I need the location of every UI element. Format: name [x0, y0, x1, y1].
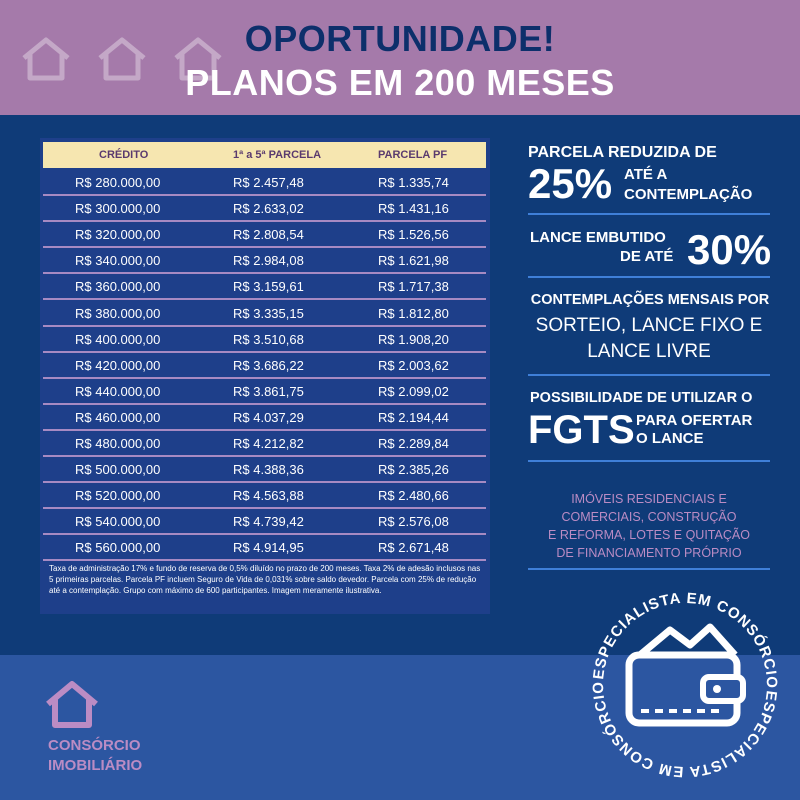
- divider: [528, 460, 770, 462]
- table-row: [43, 247, 486, 274]
- cell-parcela-pf: R$ 2.099,02: [378, 383, 449, 399]
- emblem-text-2: ESPECIALISTA EM CONSÓRCIO: [589, 680, 780, 781]
- house-icon: [44, 680, 100, 730]
- divider: [528, 276, 770, 278]
- cell-parcela-inicial: R$ 3.861,75: [233, 383, 304, 399]
- divider: [528, 374, 770, 376]
- benefit-reduced-line2: ATÉ A: [624, 166, 668, 183]
- cell-credito: R$ 440.000,00: [75, 383, 161, 399]
- benefit-fgts-title: POSSIBILIDADE DE UTILIZAR O: [530, 390, 753, 406]
- svg-text:ESPECIALISTA EM CONSÓRCIO: [590, 681, 780, 780]
- table-row: [43, 404, 486, 431]
- table-row: [43, 456, 486, 483]
- table-row: [43, 273, 486, 300]
- table-row: [43, 300, 486, 327]
- cell-parcela-pf: R$ 2.003,62: [378, 357, 449, 373]
- cell-parcela-inicial: R$ 2.984,08: [233, 253, 304, 269]
- cell-parcela-inicial: R$ 2.633,02: [233, 201, 304, 217]
- cell-parcela-inicial: R$ 4.914,95: [233, 540, 304, 556]
- benefit-reduced-percent: 25%: [528, 160, 613, 207]
- brand-line1: CONSÓRCIO: [48, 737, 141, 754]
- cell-credito: R$ 400.000,00: [75, 331, 161, 347]
- header-banner: [0, 0, 800, 115]
- cell-parcela-inicial: R$ 4.388,36: [233, 462, 304, 478]
- cell-credito: R$ 280.000,00: [75, 175, 161, 190]
- cell-parcela-inicial: R$ 3.510,68: [233, 331, 304, 347]
- page-title: OPORTUNIDADE!: [244, 18, 556, 59]
- divider: [528, 213, 770, 215]
- table-header: [43, 142, 486, 168]
- benefit-lance-percent: 30%: [687, 226, 772, 273]
- cell-parcela-pf: R$ 2.480,66: [378, 488, 449, 504]
- table-row: [43, 508, 486, 535]
- cell-credito: R$ 560.000,00: [75, 540, 161, 556]
- benefit-imoveis-line1: IMÓVEIS RESIDENCIAIS E: [571, 492, 727, 506]
- specialist-emblem: [585, 585, 785, 785]
- cell-parcela-pf: R$ 2.385,26: [378, 462, 449, 478]
- benefit-reduced-line3: CONTEMPLAÇÃO: [624, 186, 753, 203]
- brand-line2: IMOBILIÁRIO: [48, 757, 143, 774]
- cell-credito: R$ 340.000,00: [75, 253, 161, 269]
- benefit-imoveis: [528, 490, 770, 562]
- benefit-fgts-big: FGTS: [528, 408, 635, 452]
- benefit-contemplacoes-title: CONTEMPLAÇÕES MENSAIS POR: [530, 292, 770, 308]
- cell-parcela-inicial: R$ 4.563,88: [233, 488, 304, 504]
- cell-parcela-inicial: R$ 2.457,48: [233, 175, 304, 190]
- divider: [528, 568, 770, 570]
- benefit-fgts-line3: O LANCE: [636, 430, 704, 447]
- column-header-parcela-inicial: 1ª a 5ª PARCELA: [233, 149, 322, 161]
- cell-parcela-pf: R$ 1.335,74: [378, 175, 449, 190]
- cell-parcela-pf: R$ 1.717,38: [378, 279, 449, 295]
- table-row: [43, 482, 486, 509]
- cell-parcela-pf: R$ 2.671,48: [378, 540, 449, 556]
- emblem-text: ESPECIALISTA EM CONSÓRCIO: [590, 589, 781, 690]
- cell-credito: R$ 540.000,00: [75, 514, 161, 530]
- cell-parcela-pf: R$ 1.908,20: [378, 331, 449, 347]
- benefit-fgts-line2: PARA OFERTAR: [636, 412, 753, 429]
- benefit-lance-title: LANCE EMBUTIDO: [530, 229, 666, 246]
- cell-parcela-pf: R$ 2.576,08: [378, 514, 449, 530]
- table-row: [43, 221, 486, 248]
- column-header-credito: CRÉDITO: [99, 149, 149, 161]
- cell-parcela-pf: R$ 2.289,84: [378, 436, 449, 451]
- benefit-contemplacoes-line2: SORTEIO, LANCE FIXO E: [535, 315, 763, 336]
- table-row: [43, 430, 486, 457]
- brand-name: [48, 736, 142, 776]
- benefit-imoveis-line3: E REFORMA, LOTES E QUITAÇÃO: [548, 528, 750, 542]
- cell-parcela-inicial: R$ 3.159,61: [233, 279, 304, 295]
- column-header-parcela-pf: PARCELA PF: [378, 149, 448, 161]
- cell-credito: R$ 500.000,00: [75, 462, 161, 478]
- table-row: [43, 195, 486, 222]
- cell-parcela-pf: R$ 1.812,80: [378, 305, 449, 321]
- table-row: [43, 326, 486, 353]
- benefit-lance-line2: DE ATÉ: [620, 248, 674, 265]
- plans-table: [40, 138, 490, 614]
- benefit-imoveis-line2: COMERCIAIS, CONSTRUÇÃO: [561, 510, 737, 524]
- cell-parcela-inicial: R$ 3.686,22: [233, 357, 304, 373]
- cell-credito: R$ 460.000,00: [75, 409, 161, 425]
- cell-parcela-pf: R$ 1.526,56: [378, 227, 449, 243]
- table-row: [43, 169, 486, 196]
- cell-parcela-inicial: R$ 2.808,54: [233, 227, 304, 243]
- cell-parcela-inicial: R$ 3.335,15: [233, 305, 304, 321]
- cell-parcela-pf: R$ 2.194,44: [378, 409, 449, 425]
- cell-credito: R$ 380.000,00: [75, 305, 161, 321]
- table-footnote: Taxa de administração 17% e fundo de reserva de 0,5% diluído no prazo de 200 meses. Taxa 2% de adesão inclusos nas 5 primeiras parcelas. Parcela PF incluem Seguro de Vida de 0,031% sobre saldo devedor. Parcela com 25% de redução até a contemplação. Grupo com máximo de 600 participantes. Imagem meramente ilustrativa.: [49, 564, 481, 595]
- benefit-imoveis-line4: DE FINANCIAMENTO PRÓPRIO: [556, 546, 742, 560]
- cell-parcela-inicial: R$ 4.212,82: [233, 436, 304, 451]
- table-row: [43, 352, 486, 379]
- cell-credito: R$ 320.000,00: [75, 227, 161, 243]
- cell-credito: R$ 480.000,00: [75, 436, 161, 451]
- benefit-reduced-title: PARCELA REDUZIDA DE: [528, 144, 717, 161]
- table-row: [43, 378, 486, 405]
- page-subtitle: PLANOS EM 200 MESES: [185, 62, 615, 103]
- cell-credito: R$ 360.000,00: [75, 279, 161, 295]
- cell-parcela-inicial: R$ 4.739,42: [233, 514, 304, 530]
- cell-credito: R$ 300.000,00: [75, 201, 161, 217]
- cell-parcela-pf: R$ 1.621,98: [378, 253, 449, 269]
- cell-credito: R$ 420.000,00: [75, 357, 161, 373]
- cell-parcela-pf: R$ 1.431,16: [378, 201, 449, 217]
- table-row: [43, 534, 486, 561]
- wallet-icon: [629, 627, 743, 723]
- benefit-contemplacoes-line3: LANCE LIVRE: [587, 341, 711, 362]
- cell-credito: R$ 520.000,00: [75, 488, 161, 504]
- cell-parcela-inicial: R$ 4.037,29: [233, 409, 304, 425]
